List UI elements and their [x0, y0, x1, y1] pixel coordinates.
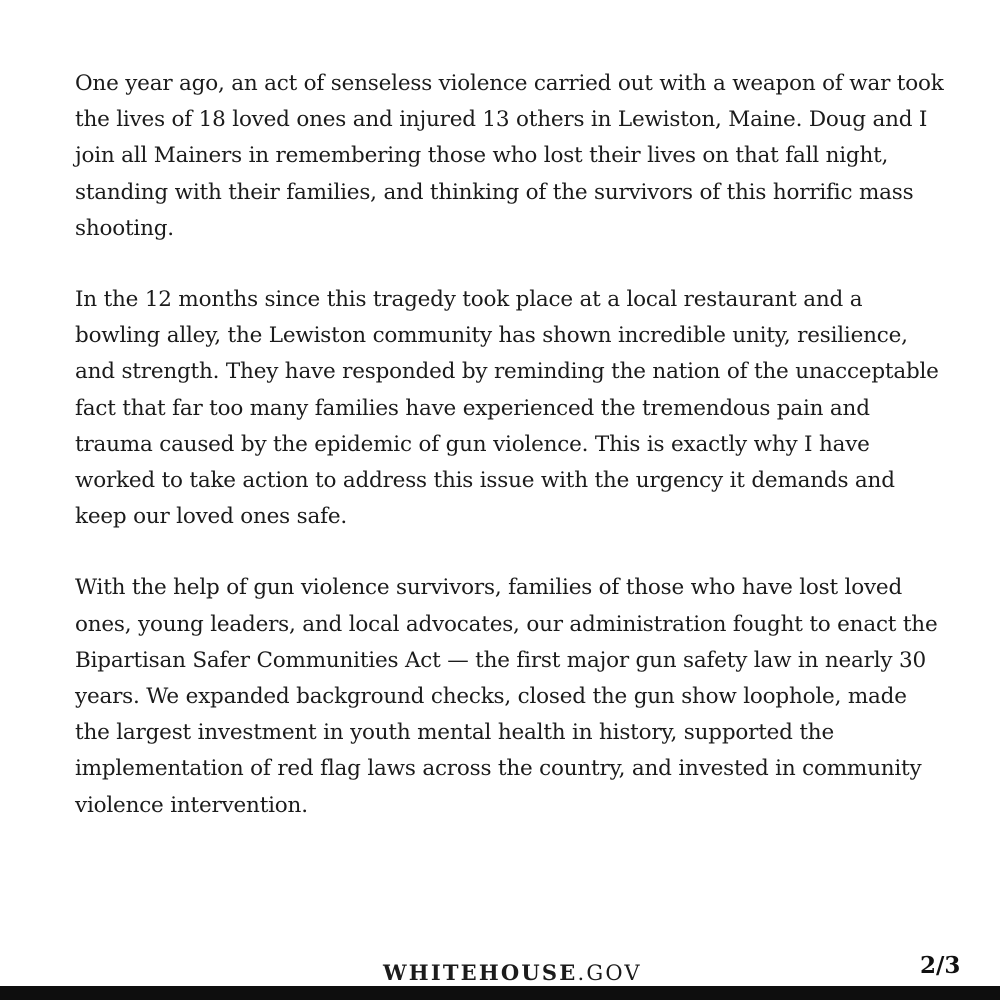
- site-name-main: WHITEHOUSE: [383, 960, 578, 985]
- page-indicator: 2/3: [920, 952, 961, 979]
- paragraph-1: One year ago, an act of senseless violence carried out with a weapon of war took the lives of 18 loved ones and injured 13 others in Lewiston, Maine. Doug and I join all Mainers in remembering those who lost their lives on that fall night, standing with their families, and thinking of the survivors of this horrific mass shooting.: [75, 71, 944, 241]
- site-name-tld: .GOV: [577, 961, 642, 985]
- site-name: [383, 960, 642, 985]
- bottom-bar: [0, 986, 1000, 1000]
- paragraph-2: In the 12 months since this tragedy took place at a local restaurant and a bowling alley, the Lewiston community has shown incredible unity, resilience, and strength. They have responded by reminding the nation of the unacceptable fact that far too many families have experienced the tremendous pain and trauma caused by the epidemic of gun violence. This is exactly why I have worked to take action to address this issue with the urgency it demands and keep our loved ones safe.: [75, 287, 939, 530]
- paragraph-3: With the help of gun violence survivors, families of those who have lost loved ones, young leaders, and local advocates, our administration fought to enact the Bipartisan Safer Communities Act — the first major gun safety law in nearly 30 years. We expanded background checks, closed the gun show loophole, made the largest investment in youth mental health in history, supported the implementation of red flag laws across the country, and invested in community violence intervention.: [75, 575, 938, 818]
- statement-body: [75, 66, 945, 859]
